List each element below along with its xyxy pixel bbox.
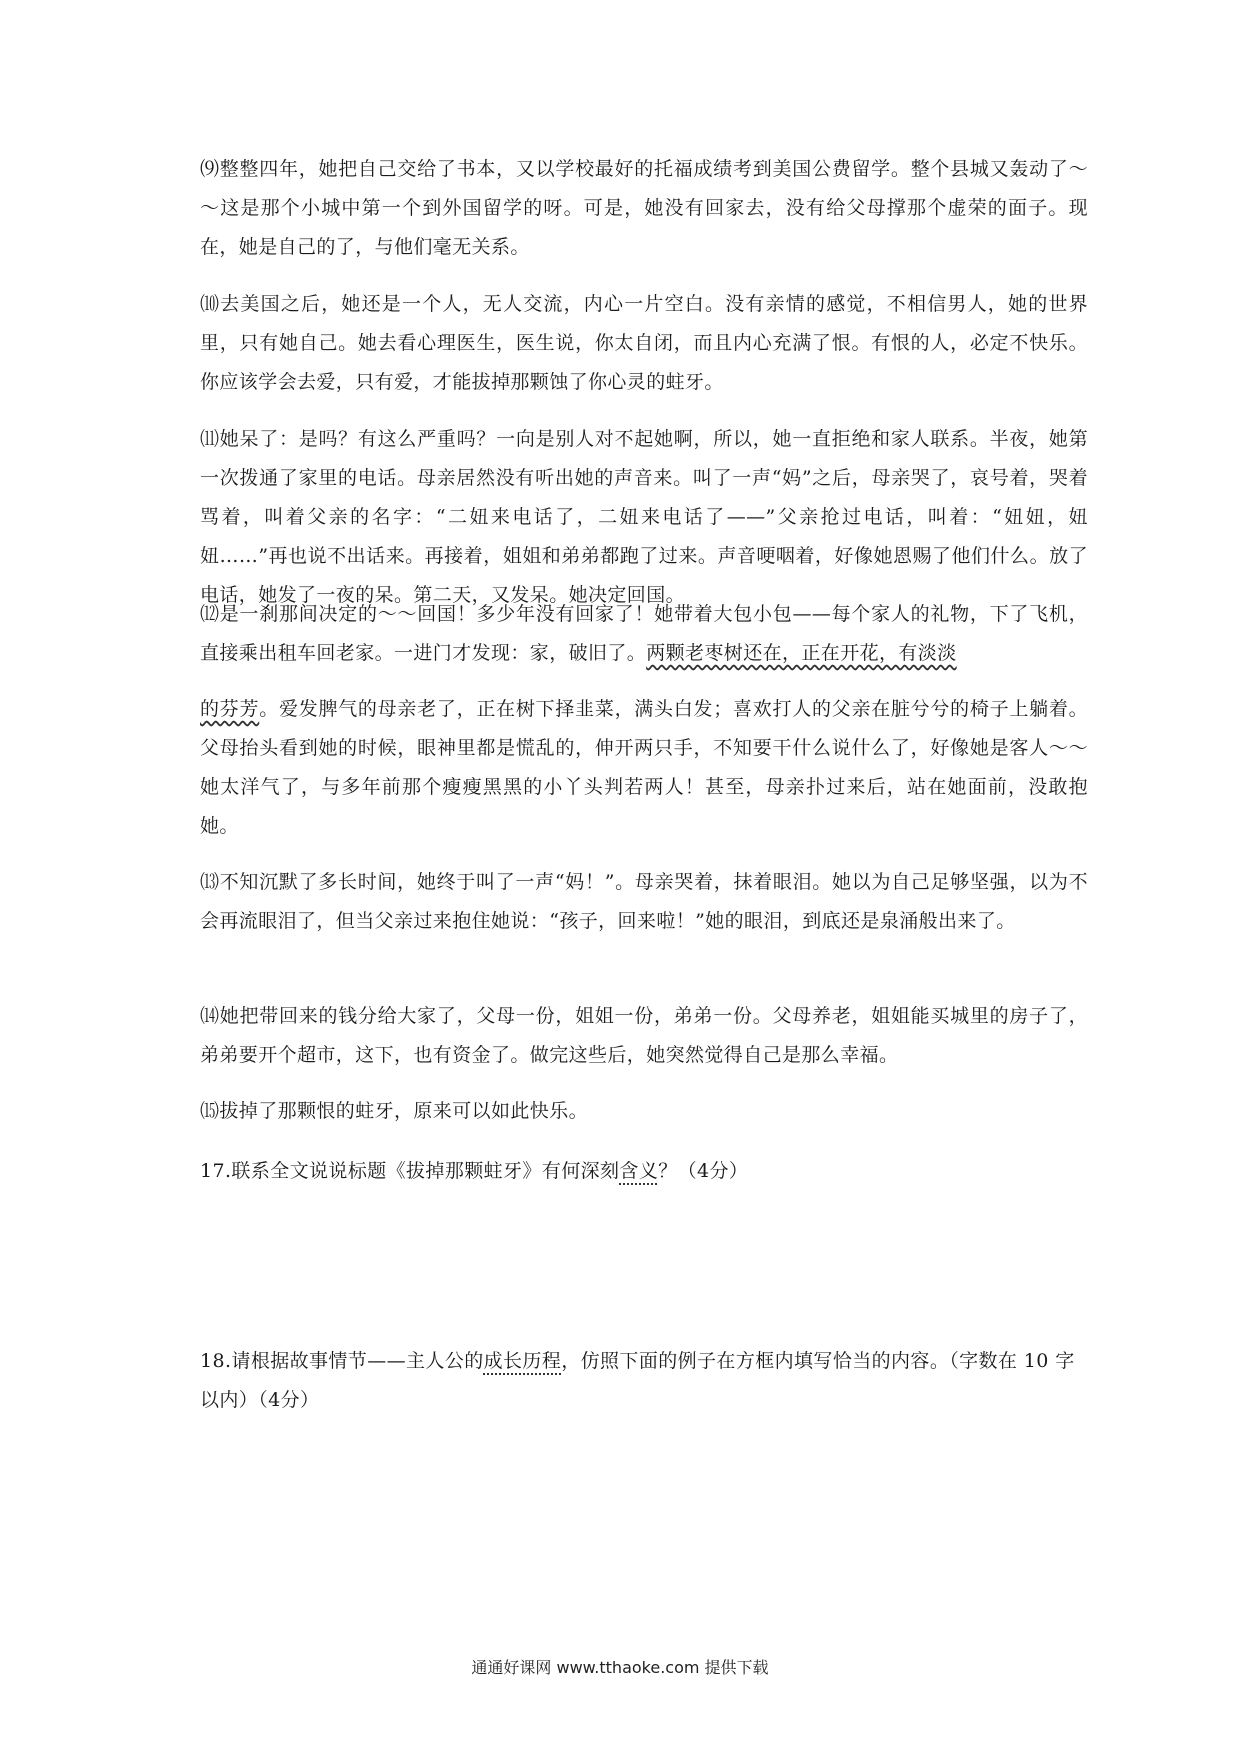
question-18-text-b: ，仿照下面的例子在方框内填写恰当的内容。（字数在 10 字以内）（4分） xyxy=(200,1350,1075,1411)
paragraph-12 xyxy=(200,595,1088,673)
paragraph-10: ⑽去美国之后，她还是一个人，无人交流，内心一片空白。没有亲情的感觉，不相信男人，她的世界里，只有她自己。她去看心理医生，医生说，你太自闭，而且内心充满了恨。有恨的人，必定不快乐。你应该学会去爱，只有爱，才能拔掉那颗蚀了你心灵的蛀牙。 xyxy=(200,293,1088,393)
paragraph-12-wavy-2: 的芬芳 xyxy=(200,698,260,720)
question-18-text-a: 18.请根据故事情节——主人公的 xyxy=(200,1350,484,1372)
paragraph-12-wavy-1: 两颗老枣树还在，正在开花，有淡淡 xyxy=(646,642,957,664)
paragraph-15: ⒂拔掉了那颗恨的蛀牙，原来可以如此快乐。 xyxy=(200,1100,589,1122)
paragraph-11-text: ⑾她呆了：是吗？有这么严重吗？一向是别人对不起她啊，所以，她一直拒绝和家人联系。半夜，她第一次拨通了家里的电话。母亲居然没有听出她的声音来。叫了一声“妈”之后，母亲哭了，哀号着，哭着骂着，叫着父亲的名字：“二妞来电话了，二妞来电话了——”父亲抢过电话，叫着：“妞妞，妞妞……”再也说不出话来。再接着，姐姐和弟弟都跑了过来。声音哽咽着，好像她恩赐了他们什么。放了电话，她发了一夜的呆。第二天，又发呆。她决定回国。 xyxy=(200,428,1088,606)
paragraph-14: ⒁她把带回来的钱分给大家了，父母一份，姐姐一份，弟弟一份。父母养老，姐姐能买城里的房子了，弟弟要开个超市，这下，也有资金了。做完这些后，她突然觉得自己是那么幸福。 xyxy=(200,1005,1088,1066)
question-17-text-a: 17.联系全文说说标题《拔掉那颗蛀牙》有何深刻 xyxy=(200,1160,620,1182)
paragraph-12-continued xyxy=(200,690,1088,846)
paragraph-12-text-b: 。爱发脾气的母亲老了，正在树下择韭菜，满头白发；喜欢打人的父亲在脏兮兮的椅子上躺着。父母抬头看到她的时候，眼神里都是慌乱的，伸开两只手，不知要干什么说什么了，好像她是客人～～她太洋气了，与多年前那个瘦瘦黑黑的小丫头判若两人！甚至，母亲扑过来后，站在她面前，没敢抱她。 xyxy=(200,698,1088,837)
paragraph-12-text-a: ⑿是一刹那间决定的～～回国！多少年没有回家了！她带着大包小包——每个家人的礼物，下了飞机，直接乘出租车回老家。一进门才发现：家，破旧了。 xyxy=(200,603,1088,664)
question-18-emphasis: 成长历程 xyxy=(483,1350,562,1372)
paragraph-9: ⑼整整四年，她把自己交给了书本，又以学校最好的托福成绩考到美国公费留学。整个县城又轰动了～～这是那个小城中第一个到外国留学的呀。可是，她没有回家去，没有给父母撑那个虚荣的面子。现在，她是自己的了，与他们毫无关系。 xyxy=(200,158,1088,258)
question-17-emphasis: 含义 xyxy=(619,1160,659,1182)
question-17-text-b: ？（4分） xyxy=(658,1160,749,1182)
page-footer: 通通好课网 www.tthaoke.com 提供下载 xyxy=(471,1658,769,1677)
paragraph-11 xyxy=(200,420,1088,615)
question-17 xyxy=(200,1152,1088,1191)
paragraph-13: ⒀不知沉默了多长时间，她终于叫了一声“妈！”。母亲哭着，抹着眼泪。她以为自己足够坚强，以为不会再流眼泪了，但当父亲过来抱住她说：“孩子，回来啦！”她的眼泪，到底还是泉涌般出来了。 xyxy=(200,871,1088,932)
question-18 xyxy=(200,1342,1088,1420)
